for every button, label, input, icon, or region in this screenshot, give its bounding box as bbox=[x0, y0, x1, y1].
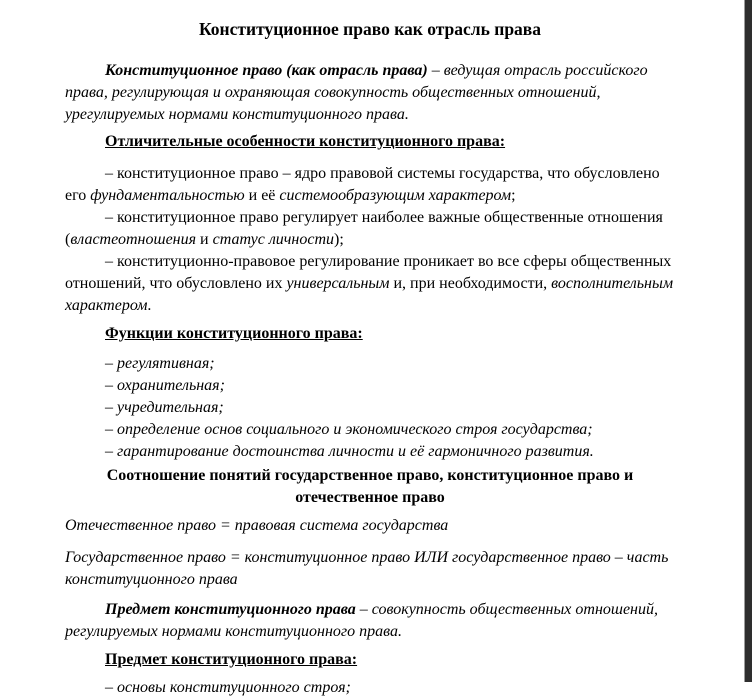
function-item: – учредительная; bbox=[105, 399, 224, 416]
subject-list bbox=[65, 677, 675, 699]
function-item: – регулятивная; bbox=[105, 355, 215, 372]
domestic-law-paragraph: Отечественное право = правовая система государства bbox=[65, 517, 449, 534]
window-right-edge bbox=[744, 0, 752, 682]
subject-definition-paragraph: Предмет конституционного права – совокупность общественных отношений, регулируемых нормами конституционного права. bbox=[65, 601, 658, 640]
features-list bbox=[65, 163, 675, 317]
functions-heading: Функции конституционного права: bbox=[105, 325, 363, 342]
feature-item: – конституционное право регулирует наиболее важные общественные отношения (властеотношения и статус личности); bbox=[65, 209, 663, 248]
subject-item: – основы конституционного строя; bbox=[105, 679, 351, 696]
function-item: – определение основ социального и экономического строя государства; bbox=[105, 421, 593, 438]
features-heading: Отличительные особенности конституционного права: bbox=[105, 133, 506, 150]
definition-paragraph: Конституционное право (как отрасль права) – ведущая отрасль российского права, регулирующая и охраняющая совокупность общественных отношений, урегулируемых нормами конституционного права. bbox=[65, 62, 648, 123]
state-law-paragraph: Государственное право = конституционное право ИЛИ государственное право – часть конституционного права bbox=[65, 549, 669, 588]
feature-item: – конституционное право – ядро правовой системы государства, что обусловлено его фундаментальностью и её системообразующим характером; bbox=[65, 165, 660, 204]
correlation-heading: Соотношение понятий государственное право, конституционное право и отечественное право bbox=[106, 467, 634, 506]
function-item: – гарантирование достоинства личности и её гармоничного развития. bbox=[105, 443, 594, 460]
page-title: Конституционное право как отрасль права bbox=[198, 19, 542, 39]
function-item: – охранительная; bbox=[105, 377, 225, 394]
feature-item: – конституционно-правовое регулирование проникает во все сферы общественных отношений, что обусловлено их универсальным и, при необходимости, восполнительным характером. bbox=[65, 253, 674, 314]
subject-heading: Предмет конституционного права: bbox=[105, 651, 358, 668]
functions-list bbox=[65, 353, 675, 463]
